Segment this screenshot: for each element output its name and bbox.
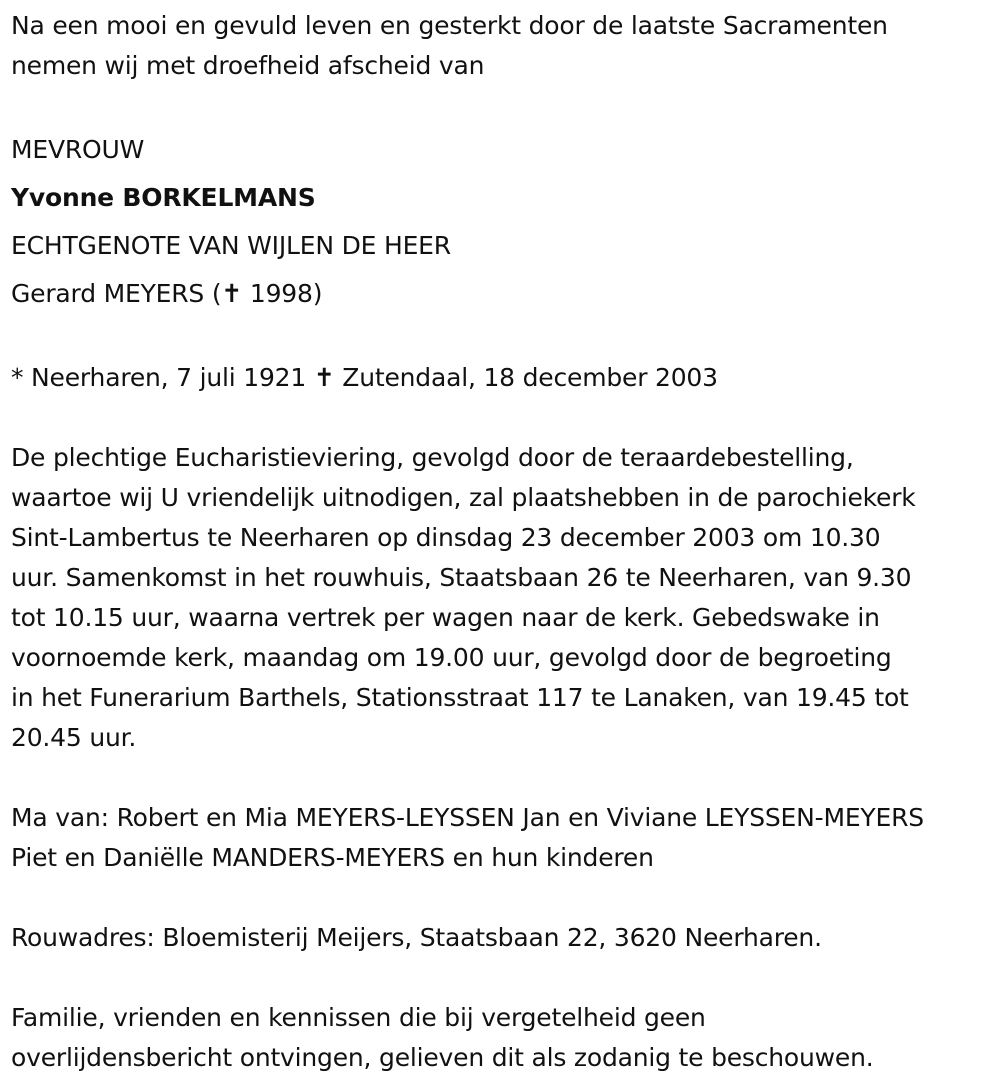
notice-line: Familie, vrienden en kennissen die bij vergetelheid geen [11,1003,706,1032]
notice-line: overlijdensbericht ontvingen, gelieven dit als zodanig te beschouwen. [11,1043,874,1072]
ceremony-line: waartoe wij U vriendelijk uitnodigen, zal plaatshebben in de parochiekerk [11,483,916,512]
ceremony-line: in het Funerarium Barthels, Stationsstraat 117 te Lanaken, van 19.45 tot [11,683,909,712]
deceased-relation: ECHTGENOTE VAN WIJLEN DE HEER [11,231,451,260]
family-line: Ma van: Robert en Mia MEYERS-LEYSSEN Jan en Viviane LEYSSEN-MEYERS [11,803,924,832]
spacer [11,398,996,438]
deceased-title: MEVROUW [11,135,145,164]
spacer [11,958,996,998]
spacer [11,758,996,798]
family-line: Piet en Daniëlle MANDERS-MEYERS en hun kinderen [11,843,654,872]
mourning-address: Rouwadres: Bloemisterij Meijers, Staatsbaan 22, 3620 Neerharen. [11,923,822,952]
spacer [11,318,996,358]
birth-death-dates: * Neerharen, 7 juli 1921 ✝ Zutendaal, 18 december 2003 [11,363,718,392]
intro-line: Na een mooi en gevuld leven en gesterkt door de laatste Sacramenten [11,11,888,40]
spacer [11,878,996,918]
ceremony-line: 20.45 uur. [11,723,137,752]
intro-paragraph [11,6,996,86]
family-paragraph [11,798,996,878]
spacer [11,86,996,126]
deceased-name: Yvonne BORKELMANS [11,183,316,212]
ceremony-paragraph [11,438,996,758]
obituary-notice [11,6,996,1078]
ceremony-line: voornoemde kerk, maandag om 19.00 uur, gevolgd door de begroeting [11,643,892,672]
intro-line: nemen wij met droefheid afscheid van [11,51,485,80]
ceremony-line: tot 10.15 uur, waarna vertrek per wagen naar de kerk. Gebedswake in [11,603,880,632]
spouse-name: Gerard MEYERS (✝ 1998) [11,279,323,308]
ceremony-line: uur. Samenkomst in het rouwhuis, Staatsbaan 26 te Neerharen, van 9.30 [11,563,912,592]
deceased-block [11,126,996,318]
ceremony-line: De plechtige Eucharistieviering, gevolgd door de teraardebestelling, [11,443,854,472]
ceremony-line: Sint-Lambertus te Neerharen op dinsdag 23 december 2003 om 10.30 [11,523,881,552]
notice-paragraph [11,998,996,1078]
